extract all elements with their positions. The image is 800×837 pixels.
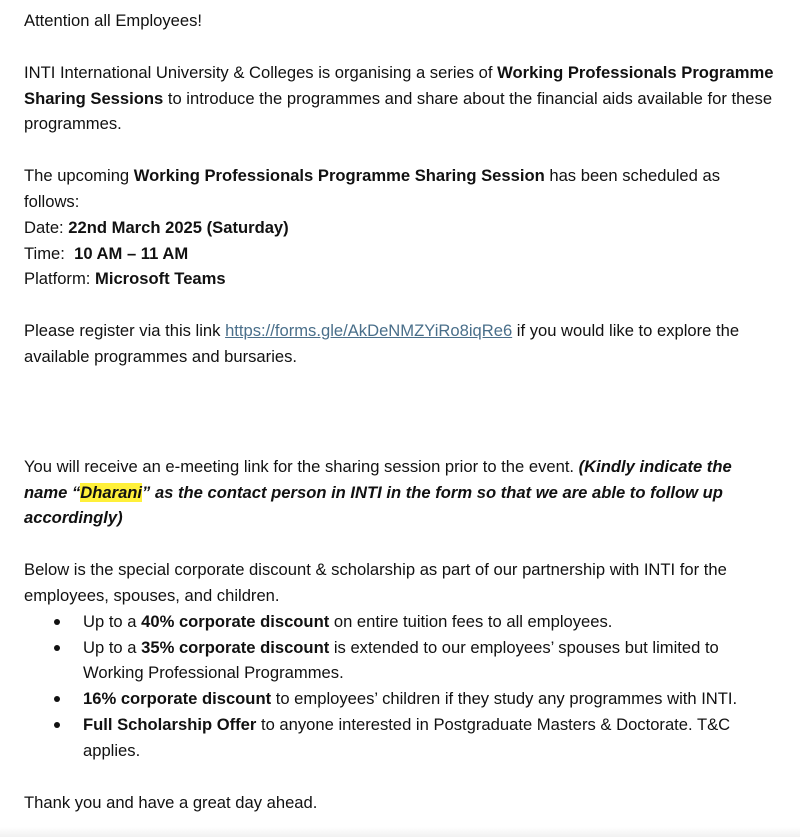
register-end: if you would like to explore the available programmes and bursaries. (24, 321, 740, 366)
item-text-end: to employees’ children if they study any programmes with INTI. (271, 689, 738, 709)
platform-line (24, 266, 776, 292)
meeting-note-end: ” as the contact person in INTI in the form so that we are able to follow up accordingly) (24, 482, 723, 528)
item-text: Up to a (83, 611, 142, 631)
time-value: 10 AM – 11 AM (74, 243, 189, 263)
intro-text-end: to introduce the programmes and share about the financial aids available for these programmes. (24, 88, 773, 134)
item-text-end: on entire tuition fees to all employees. (329, 611, 613, 631)
schedule-bold-text: Working Professionals Programme Sharing Session (133, 166, 545, 186)
schedule-paragraph (24, 163, 776, 215)
bullet-icon (54, 696, 60, 702)
platform-label: Platform: (24, 269, 96, 289)
discounts-intro: Below is the special corporate discount & scholarship as part of our partnership with INTI for the employees, spouses, and children. (24, 560, 727, 605)
meeting-lead: You will receive an e-meeting link for the sharing session prior to the event. (24, 456, 579, 476)
platform-value: Microsoft Teams (95, 269, 226, 289)
list-item (83, 635, 776, 687)
list-item (83, 686, 776, 712)
bullet-icon (54, 722, 60, 728)
greeting: Attention all Employees! (24, 11, 203, 30)
date-line (24, 215, 776, 241)
item-text-end: to anyone interested in Postgraduate Masters & Doctorate. T&C applies. (83, 714, 731, 760)
register-lead: Please register via this link (24, 321, 226, 341)
item-bold-text: 35% corporate discount (141, 637, 330, 657)
item-bold-text: 40% corporate discount (141, 611, 330, 631)
bullet-icon (54, 645, 60, 651)
time-line (24, 241, 776, 267)
intro-paragraph (24, 60, 776, 137)
discount-list (24, 609, 776, 764)
register-paragraph (24, 318, 776, 370)
contact-name-highlight: Dharani (80, 482, 143, 502)
item-text-end: is extended to our employees’ spouses but limited to Working Professional Programmes. (83, 637, 719, 683)
item-bold-text: Full Scholarship Offer (83, 714, 257, 734)
time-label: Time: (24, 243, 75, 263)
closing-line: Thank you and have a great day ahead. (24, 792, 318, 812)
intro-bold-text: Working Professionals Programme Sharing Sessions (24, 62, 774, 108)
meeting-paragraph (24, 454, 776, 531)
schedule-lead: The upcoming (24, 166, 134, 186)
item-bold-text: 16% corporate discount (83, 689, 272, 709)
list-item (83, 712, 776, 764)
item-text: Up to a (83, 637, 142, 657)
bullet-icon (54, 619, 60, 625)
date-value: 22nd March 2025 (Saturday) (68, 217, 289, 237)
meeting-note-start: (Kindly indicate the name “ (24, 456, 732, 502)
list-item (83, 609, 776, 635)
date-label: Date: (24, 217, 69, 237)
registration-link[interactable]: https://forms.gle/AkDeNMZYiRo8iqRe6 (225, 321, 513, 341)
page-bottom-edge (0, 827, 800, 837)
intro-text: INTI International University & Colleges is organising a series of (24, 62, 498, 82)
schedule-lead-end: has been scheduled as follows: (24, 166, 721, 211)
